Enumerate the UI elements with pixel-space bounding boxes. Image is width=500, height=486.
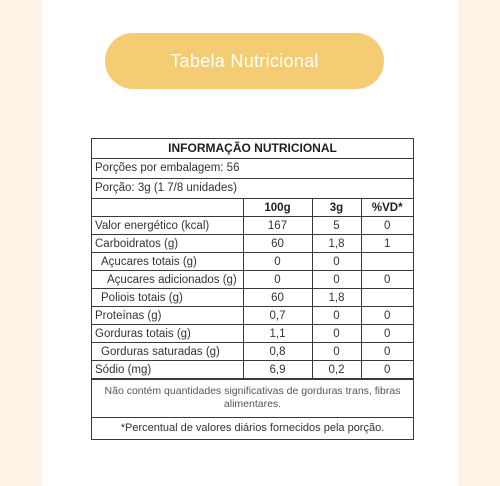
table-row xyxy=(92,289,413,307)
table-row xyxy=(92,343,413,361)
nutrient-rows xyxy=(92,217,413,379)
value-per-100g: 0,7 xyxy=(243,307,312,325)
value-per-serving: 0,2 xyxy=(312,361,361,379)
right-side-band xyxy=(458,0,500,486)
table-row xyxy=(92,217,413,235)
value-daily-percent xyxy=(361,289,413,307)
daily-value-note: *Percentual de valores diários fornecidos pela porção. xyxy=(92,417,413,439)
table-row xyxy=(92,307,413,325)
nutrient-grid xyxy=(92,199,413,379)
value-daily-percent: 0 xyxy=(361,343,413,361)
page-title: Tabela Nutricional xyxy=(170,50,319,71)
value-per-100g: 60 xyxy=(243,235,312,253)
value-per-serving: 1,8 xyxy=(312,235,361,253)
nutrient-name: Gorduras saturadas (g) xyxy=(92,343,243,361)
column-header-serving: 3g xyxy=(312,199,361,217)
value-per-serving: 0 xyxy=(312,325,361,343)
value-per-100g: 167 xyxy=(243,217,312,235)
value-per-serving: 0 xyxy=(312,343,361,361)
table-row xyxy=(92,235,413,253)
value-per-serving: 5 xyxy=(312,217,361,235)
value-daily-percent xyxy=(361,253,413,271)
value-daily-percent: 1 xyxy=(361,235,413,253)
value-daily-percent: 0 xyxy=(361,217,413,235)
table-row xyxy=(92,271,413,289)
servings-per-package: Porções por embalagem: 56 xyxy=(92,159,413,179)
value-daily-percent: 0 xyxy=(361,361,413,379)
value-per-serving: 0 xyxy=(312,271,361,289)
value-daily-percent: 0 xyxy=(361,325,413,343)
nutrient-name: Poliois totais (g) xyxy=(92,289,243,307)
serving-size: Porção: 3g (1 7/8 unidades) xyxy=(92,179,413,199)
nutrient-name: Valor energético (kcal) xyxy=(92,217,243,235)
table-row xyxy=(92,361,413,379)
value-per-100g: 1,1 xyxy=(243,325,312,343)
nutrient-name: Açucares totais (g) xyxy=(92,253,243,271)
value-per-serving: 0 xyxy=(312,253,361,271)
value-daily-percent: 0 xyxy=(361,271,413,289)
nutrient-name: Açucares adicionados (g) xyxy=(92,271,243,289)
column-header-row xyxy=(92,199,413,217)
value-per-serving: 1,8 xyxy=(312,289,361,307)
nutrient-name: Gorduras totais (g) xyxy=(92,325,243,343)
value-per-100g: 0,8 xyxy=(243,343,312,361)
nutrient-name: Sódio (mg) xyxy=(92,361,243,379)
nutrition-facts-table xyxy=(91,138,414,440)
left-side-band xyxy=(0,0,42,486)
table-row xyxy=(92,325,413,343)
table-row xyxy=(92,253,413,271)
column-header-nutrient xyxy=(92,199,243,217)
value-per-100g: 0 xyxy=(243,253,312,271)
value-per-100g: 6,9 xyxy=(243,361,312,379)
nutrient-name: Carboidratos (g) xyxy=(92,235,243,253)
value-per-100g: 0 xyxy=(243,271,312,289)
column-header-100g: 100g xyxy=(243,199,312,217)
page-title-banner xyxy=(105,33,384,89)
value-per-100g: 60 xyxy=(243,289,312,307)
value-daily-percent: 0 xyxy=(361,307,413,325)
column-header-vd: %VD* xyxy=(361,199,413,217)
trans-fat-note: Não contém quantidades significativas de gorduras trans, fibras alimentares. xyxy=(92,379,413,417)
value-per-serving: 0 xyxy=(312,307,361,325)
nutrient-name: Proteínas (g) xyxy=(92,307,243,325)
nutrition-table-title: INFORMAÇÃO NUTRICIONAL xyxy=(92,139,413,159)
